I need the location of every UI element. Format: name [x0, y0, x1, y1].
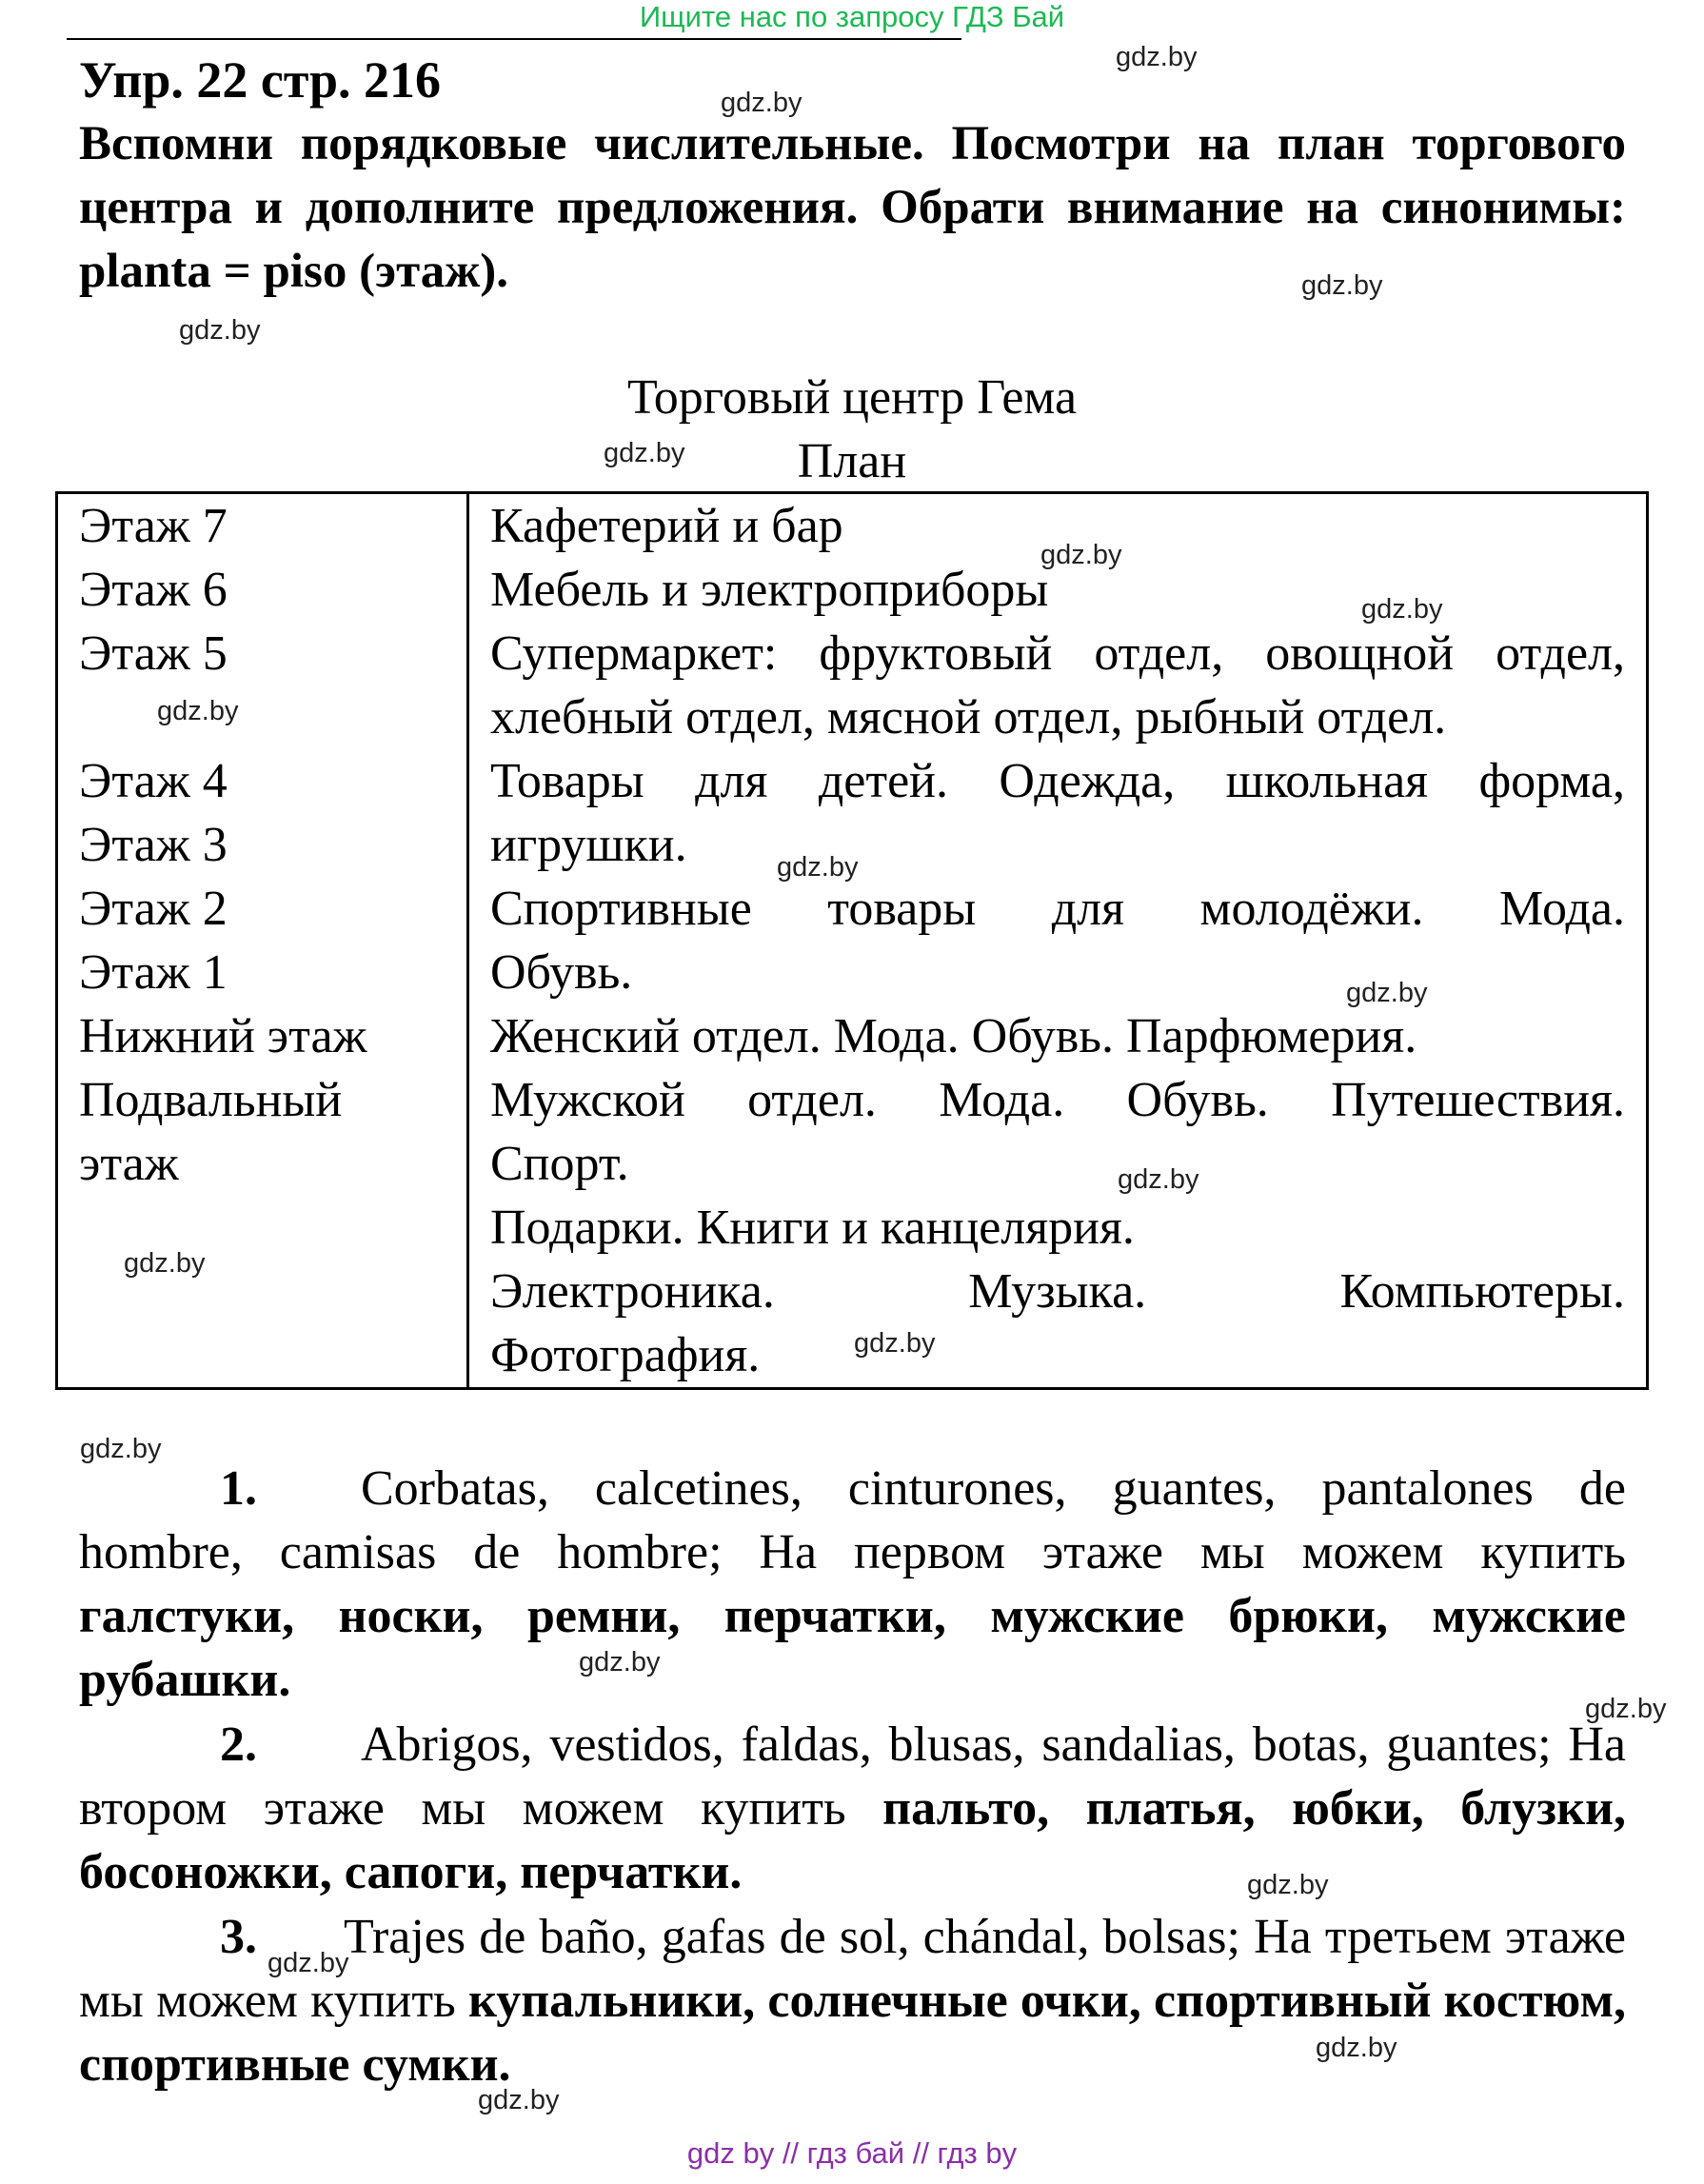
exercise-answer: галстуки, носки, ремни, перчатки, мужские брюки, мужские рубашки. [79, 1589, 1626, 1707]
shop-line: Спорт. [490, 1137, 629, 1191]
plan-title: Торговый центр Гема [626, 370, 1078, 425]
floors-column [57, 493, 468, 1389]
watermark: gdz.by [1116, 42, 1198, 72]
floor-label: Этаж 7 [79, 499, 228, 553]
watermark: gdz.by [478, 2085, 560, 2115]
exercise-number: 1. [220, 1461, 257, 1516]
exercise-3 [79, 1905, 1626, 2096]
watermark: gdz.by [579, 1647, 661, 1678]
top-rule [67, 38, 961, 40]
task-text: Вспомни порядковые числительные. Посмотри на план торгового центра и дополните предложения. Обрати внимание на синонимы: planta = piso (этаж). [79, 117, 1626, 298]
watermark: gdz.by [157, 696, 239, 726]
floor-label: Нижний этаж [79, 1009, 367, 1063]
watermark: gdz.by [777, 852, 859, 883]
floor-label: Этаж 1 [79, 945, 228, 1000]
exercise-number: 3. [220, 1910, 257, 1964]
shop-line: Обувь. [490, 945, 633, 1000]
floor-label: Этаж 5 [79, 626, 228, 681]
watermark: gdz.by [1361, 594, 1443, 625]
exercise-text: Trajes de baño, gafas de sol, chándal, bolsas; На третьем этаже мы можем купить [79, 1910, 1626, 2028]
floor-label: Этаж 2 [79, 882, 228, 936]
shop-line: хлебный отдел, мясной отдел, рыбный отдел. [490, 690, 1447, 745]
watermark: gdz.by [1585, 1694, 1667, 1724]
shop-line: Фотография. [490, 1328, 761, 1382]
shop-line: Женский отдел. Мода. Обувь. Парфюмерия. [490, 1009, 1417, 1063]
floor-label [79, 685, 466, 749]
exercise-answer: пальто, платья, юбки, блузки, босоножки, сапоги, перчатки. [79, 1781, 1626, 1899]
watermark: gdz.by [1316, 2033, 1397, 2063]
watermark: gdz.by [1301, 270, 1383, 301]
shop-line: Кафетерий и бар [490, 499, 843, 553]
floor-label: Этаж 6 [79, 563, 228, 617]
watermark: gdz.by [1346, 978, 1428, 1008]
top-banner[interactable]: Ищите нас по запросу ГДЗ Бай [639, 0, 1065, 33]
plan-table [55, 491, 1649, 1390]
shop-line: Электроника. Музыка. Компьютеры. [490, 1264, 1625, 1319]
watermark: gdz.by [1118, 1164, 1199, 1195]
watermark: gdz.by [721, 88, 802, 118]
exercise-answer: купальники, солнечные очки, спортивный костюм, спортивные сумки. [79, 1974, 1627, 2092]
exercise-2 [79, 1713, 1626, 1904]
footer-links[interactable]: gdz by // гдз бай // гдз by [686, 2136, 1018, 2170]
shop-line: Товары для детей. Одежда, школьная форма, [490, 754, 1625, 808]
watermark: gdz.by [124, 1248, 206, 1279]
watermark: gdz.by [179, 315, 261, 346]
plan-subtitle: План [797, 434, 907, 488]
floor-label: Этаж 4 [79, 754, 228, 808]
shop-line: Подарки. Книги и канцелярия. [490, 1201, 1135, 1255]
exercise-title: Упр. 22 стр. 216 [79, 51, 442, 109]
shop-line: Мужской отдел. Мода. Обувь. Путешествия. [490, 1073, 1625, 1127]
exercise-text: Corbatas, calcetines, cinturones, guantes, pantalones de hombre, camisas de hombre; На первом этаже мы можем купить [79, 1461, 1626, 1579]
watermark: gdz.by [604, 438, 685, 468]
floor-label: Этаж 3 [79, 818, 228, 872]
watermark: gdz.by [80, 1434, 162, 1464]
watermark: gdz.by [1040, 540, 1122, 570]
shops-column [468, 493, 1648, 1389]
watermark: gdz.by [267, 1948, 349, 1978]
shop-line: Спортивные товары для молодёжи. Мода. [490, 882, 1625, 936]
floor-label: этаж [79, 1137, 179, 1191]
watermark: gdz.by [1247, 1870, 1329, 1900]
shop-line: Мебель и электроприборы [490, 563, 1049, 617]
exercise-text: Abrigos, vestidos, faldas, blusas, sandalias, botas, guantes; На втором этаже мы можем купить [79, 1717, 1626, 1836]
shop-line: игрушки. [490, 818, 687, 872]
floor-label: Подвальный [79, 1073, 343, 1127]
watermark: gdz.by [854, 1328, 936, 1359]
exercise-1 [79, 1457, 1626, 1712]
shop-line: Супермаркет: фруктовый отдел, овощной отдел, [490, 626, 1625, 681]
exercise-number: 2. [220, 1717, 257, 1772]
